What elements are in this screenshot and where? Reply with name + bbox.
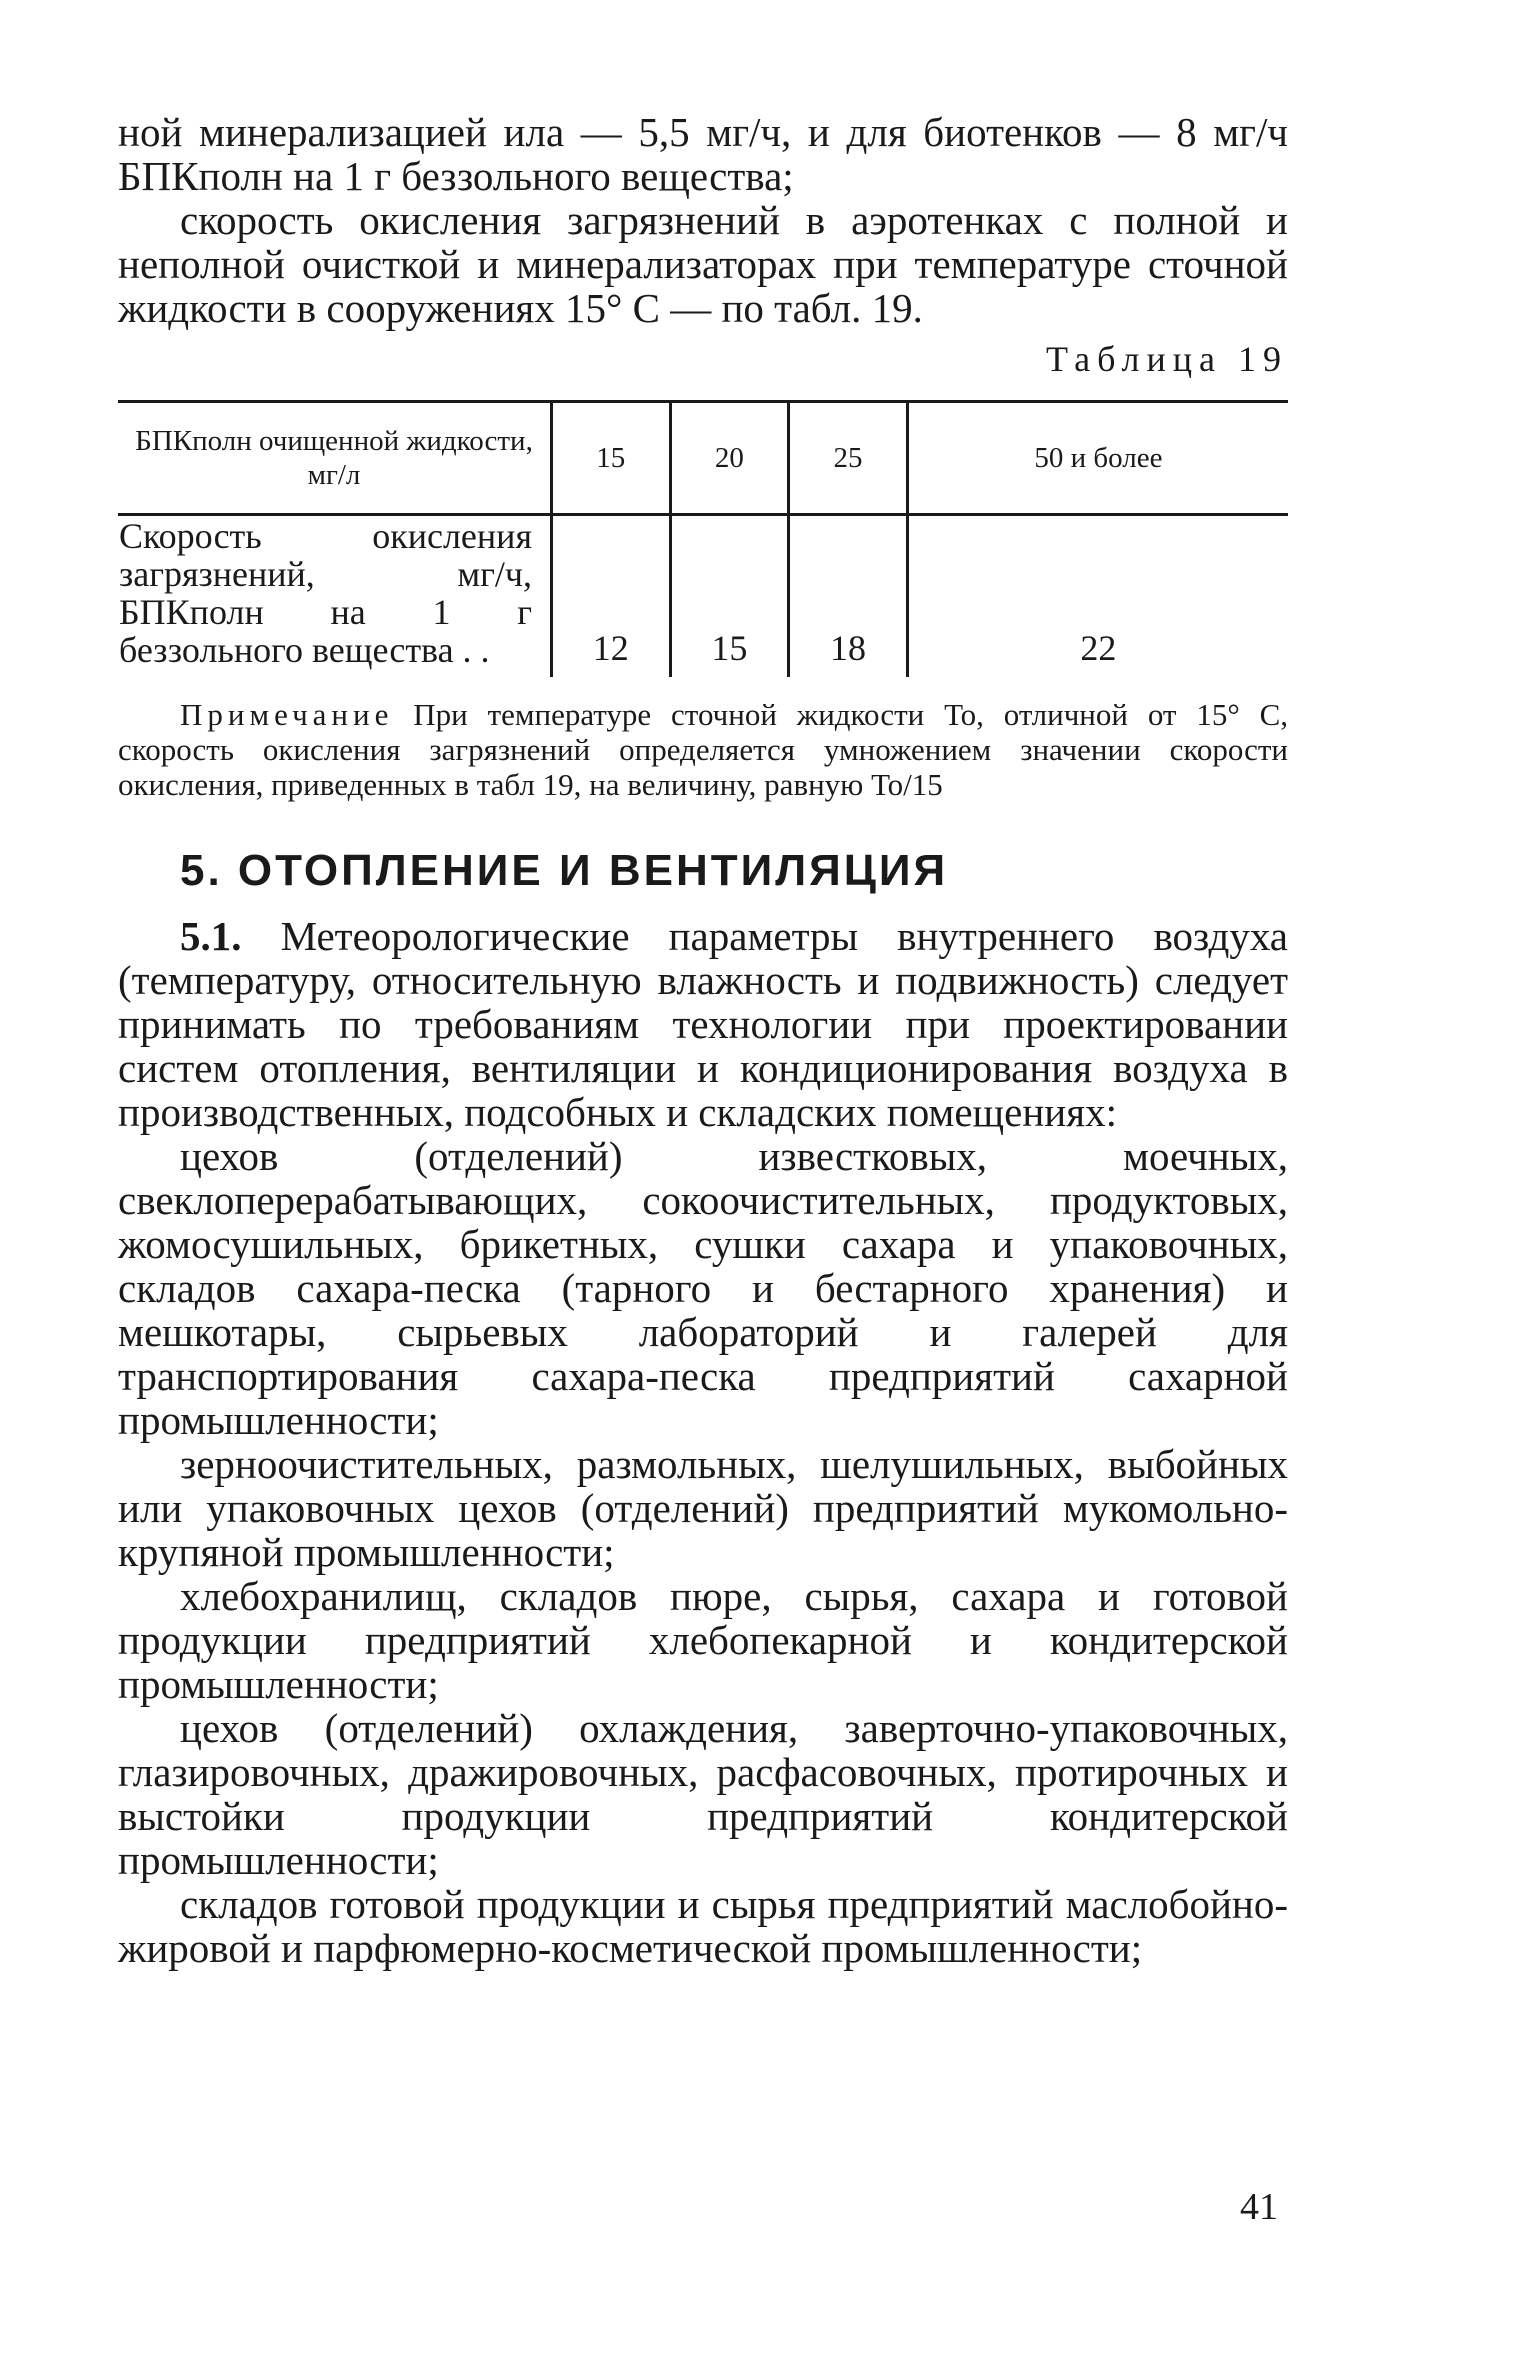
list-item: цехов (отделений) известковых, моечных, свеклоперерабатывающих, сокоочистительных, продуктовых, жомосушильных, брикетных, сушки сахара и упаковочных, складов сахара-песка (тарного и бестарного хранения) и мешкотары, сырьевых лабораторий и галерей для транспортирования сахара-песка предприятий сахарной промышленности; [118,1133,1288,1443]
table-header-label: БПКполн очищенной жидкости, мг/л [118,402,552,515]
clause-text: Метеорологические параметры внутреннего воздуха (температуру, относительную влажность и подвижность) следует принимать по требованиям технологии при проектировании систем отопления, вентиляции и кондиционирования воздуха в производственных, подсобных и складских помещениях: [118,913,1289,1135]
table-header-cell: 50 и более [907,402,1288,515]
table-row-label: Скорость окисления загрязнений, мг/ч, БПКполн на 1 г беззольного вещества . . [119,516,532,670]
table-note [118,697,1288,802]
table-row [118,515,1288,678]
section-title: 5. ОТОПЛЕНИЕ И ВЕНТИЛЯЦИЯ [180,846,949,895]
table-header-cell: 25 [789,402,908,515]
clause-paragraph [118,914,1288,1134]
list-item: хлебохранилищ, складов пюре, сырья, сахара и готовой продукции предприятий хлебопекарной и кондитерской промышленности; [118,1573,1288,1707]
data-table [118,400,1288,677]
table-cell: 15 [670,515,789,678]
page-number: 41 [1240,2186,1278,2228]
table-cell: 18 [789,515,908,678]
table-header-cell: 15 [552,402,671,515]
table-header-cell: 20 [670,402,789,515]
note-label: Примечание [180,697,394,732]
list-item: цехов (отделений) охлаждения, заверточно-упаковочных, глазировочных, дражировочных, расфасовочных, протирочных и выстойки продукции предприятий кондитерской промышленности; [118,1705,1288,1883]
note-text: При температуре сточной жидкости То, отличной от 15° С, скорость окисления загрязнений определяется умножением значении скорости окисления, приведенных в табл 19, на величину, равную То/15 [118,697,1289,802]
document-page [118,110,1288,1970]
table-cell: 22 [907,515,1288,678]
table-cell: 12 [552,515,671,678]
clause-number: 5.1. [180,913,242,959]
intro-paragraph-1: ной минерализацией ила — 5,5 мг/ч, и для биотенков — 8 мг/ч БПКполн на 1 г беззольного вещества; [118,109,1288,199]
intro-paragraph-2: скорость окисления загрязнений в аэротенках с полной и неполной очисткой и минерализаторах при температуре сточной жидкости в сооружениях 15° С — по табл. 19. [118,197,1288,331]
list-item: складов готовой продукции и сырья предприятий маслобойно-жировой и парфюмерно-косметической промышленности; [118,1881,1288,1971]
table-header-row [118,402,1288,515]
list-item: зерноочистительных, размольных, шелушильных, выбойных или упаковочных цехов (отделений) предприятий мукомольно-крупяной промышленности; [118,1441,1288,1575]
table-caption: Таблица 19 [1046,339,1288,379]
